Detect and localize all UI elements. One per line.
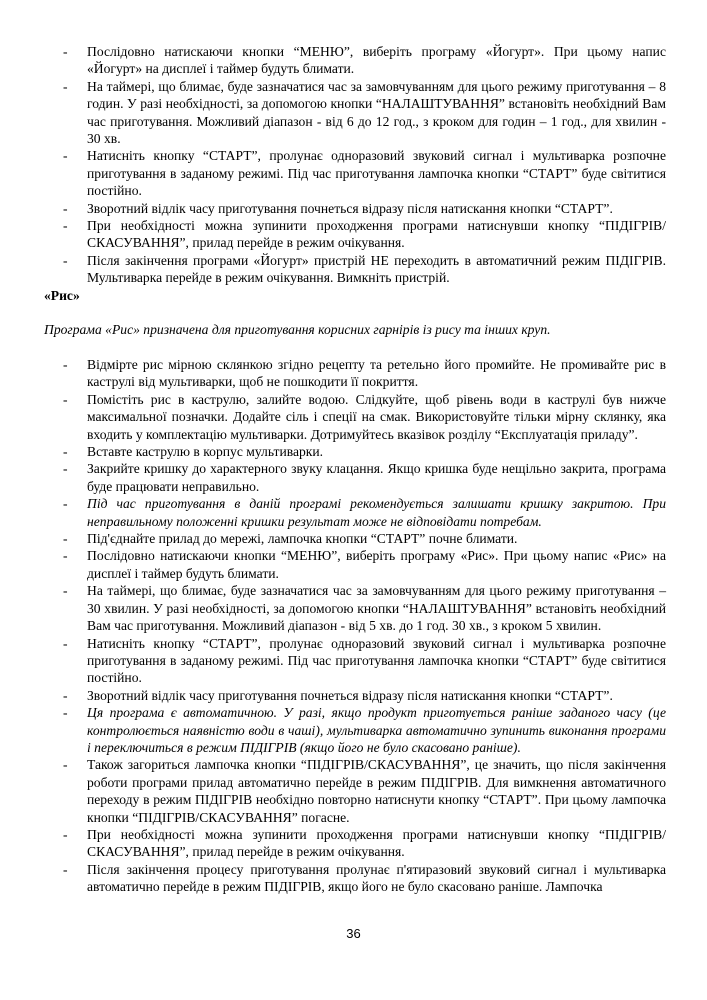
list-item: - Натисніть кнопку “СТАРТ”, пролунає одноразовий звуковий сигнал і мультиварка розпочне приготування в заданому режимі. Під час приготування лампочка кнопки “СТАРТ” буде світитися постійно. — [63, 147, 666, 199]
yogurt-steps-list — [63, 43, 666, 287]
section-intro: Програма «Рис» призначена для приготування корисних гарнірів із рису та інших круп. — [44, 322, 551, 337]
list-item: - Після закінчення процесу приготування пролунає п'ятиразовий звуковий сигнал і мультиварка автоматично перейде в режим ПІДІГРІВ, якщо його не було скасовано раніше. Лампочка — [63, 861, 666, 896]
list-item: - Також загориться лампочка кнопки “ПІДІГРІВ/СКАСУВАННЯ”, це значить, що після закінчення роботи програми прилад автоматично перейде в режим ПІДІГРІВ. Для вимкнення автоматичного переходу в режим ПІДІГРІВ необхідно повторно натиснути кнопку “СТАРТ”. При цьому лампочка кнопки “ПІДІГРІВ/СКАСУВАННЯ” погасне. — [63, 756, 666, 826]
list-item: - Вставте каструлю в корпус мультиварки. — [63, 443, 666, 460]
list-item: - Натисніть кнопку “СТАРТ”, пролунає одноразовий звуковий сигнал і мультиварка розпочне приготування в заданому режимі. Під час приготування лампочка кнопки “СТАРТ” буде світитися постійно. — [63, 635, 666, 687]
list-item-note: - Під час приготування в даній програмі рекомендується залишати кришку закритою. При неправильному положенні кришки результат може не відповідати потребам. — [63, 495, 666, 530]
list-item: - Помістіть рис в каструлю, залийте водою. Слідкуйте, щоб рівень води в каструлі був нижче максимальної позначки. Додайте сіль і спеції на смак. Використовуйте тільки мірну склянку, яка входить у комплектацію мультиварки. Дотримуйтесь вказівок розділу “Експлуатація приладу”. — [63, 391, 666, 443]
list-item: - Закрийте кришку до характерного звуку клацання. Якщо кришка буде нещільно закрита, програма буде працювати неправильно. — [63, 460, 666, 495]
list-item: - Під'єднайте прилад до мережі, лампочка кнопки “СТАРТ” почне блимати. — [63, 530, 666, 547]
list-item: - При необхідності можна зупинити проходження програми натиснувши кнопку “ПІДІГРІВ/СКАСУВАННЯ”, прилад перейде в режим очікування. — [63, 217, 666, 252]
list-item: - Послідовно натискаючи кнопки “МЕНЮ”, виберіть програму «Йогурт». При цьому напис «Йогурт» на дисплеї і таймер будуть блимати. — [63, 43, 666, 78]
list-item-note: - Ця програма є автоматичною. У разі, якщо продукт приготується раніше заданого часу (це контролюється наявністю води в чаші), мультиварка автоматично зупинить виконання програми і переключиться в режим ПІДІГРІВ (якщо його не було скасовано раніше). — [63, 704, 666, 756]
list-item: - На таймері, що блимає, буде зазначатися час за замовчуванням для цього режиму приготування – 8 годин. У разі необхідності, за допомогою кнопки “НАЛАШТУВАННЯ” встановіть необхідний Вам час приготування. Можливий діапазон - від 6 до 12 год., з кроком для годин – 1 год., для хвилин - 30 хв. — [63, 78, 666, 148]
list-item: - При необхідності можна зупинити проходження програми натиснувши кнопку “ПІДІГРІВ/СКАСУВАННЯ”, прилад перейде в режим очікування. — [63, 826, 666, 861]
page-number: 36 — [346, 926, 361, 941]
list-item: - Відмірте рис мірною склянкою згідно рецепту та ретельно його промийте. Не промивайте рис в каструлі від мультиварки, щоб не пошкодити її покриття. — [63, 356, 666, 391]
section-heading: «Рис» — [44, 288, 80, 303]
rice-steps-list — [63, 356, 666, 896]
list-item: - На таймері, що блимає, буде зазначатися час за замовчуванням для цього режиму приготування – 30 хвилин. У разі необхідності, за допомогою кнопки “НАЛАШТУВАННЯ” встановіть необхідний Вам час приготування. Можливий діапазон - від 5 хв. до 1 год. 30 хв., з кроком 5 хвилин. — [63, 582, 666, 634]
list-item: - Зворотний відлік часу приготування почнеться відразу після натискання кнопки “СТАРТ”. — [63, 687, 666, 704]
list-item: - Після закінчення програми «Йогурт» пристрій НЕ переходить в автоматичний режим ПІДІГРІВ. Мультиварка перейде в режим очікування. Вимкніть пристрій. — [63, 252, 666, 287]
list-item: - Послідовно натискаючи кнопки “МЕНЮ”, виберіть програму «Рис». При цьому напис «Рис» на дисплеї і таймер будуть блимати. — [63, 547, 666, 582]
list-item: - Зворотний відлік часу приготування почнеться відразу після натискання кнопки “СТАРТ”. — [63, 200, 666, 217]
